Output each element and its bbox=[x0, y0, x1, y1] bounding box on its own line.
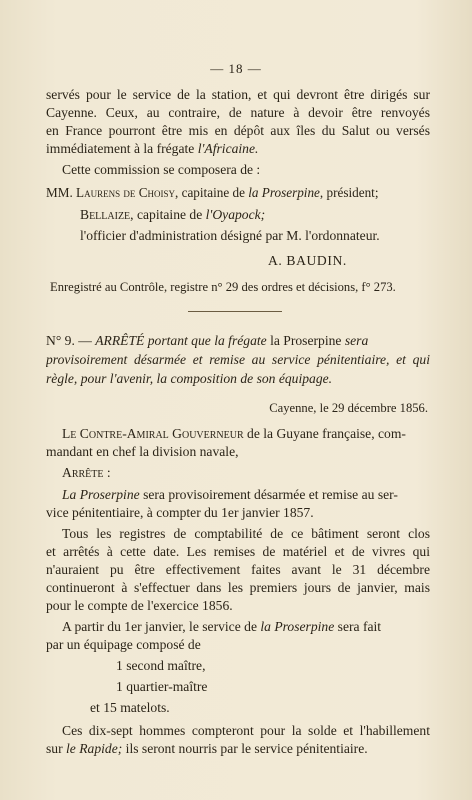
commission-line: Cette commission se composera de : bbox=[62, 162, 261, 177]
article3-line1-text: A partir du 1er janvier, le service de bbox=[62, 619, 261, 634]
article4-line2 bbox=[46, 740, 430, 758]
article1-ship: La Proserpine bbox=[62, 487, 140, 502]
registry-line: Enregistré au Contrôle, registre n° 29 des ordres et décisions, f° 273. bbox=[50, 280, 396, 294]
article2-line1: Tous les registres de comptabilité de ce bâtiment seront clos bbox=[62, 526, 430, 541]
arrete-header-line3: règle, pour l'avenir, la composition de son équipage. bbox=[46, 371, 333, 386]
member-1-ship: la Proserpine bbox=[248, 185, 320, 200]
article3-ship: la Proserpine bbox=[260, 619, 335, 634]
article3-line1 bbox=[62, 618, 430, 636]
article2-line2: et arrêtés à cette date. Les remises de matériel et de vivres qui bbox=[46, 544, 430, 559]
governor-line1 bbox=[62, 425, 430, 443]
member-1-role: , capitaine de bbox=[175, 185, 249, 200]
member-1 bbox=[46, 184, 430, 202]
crew-item-1: 1 second maître, bbox=[116, 658, 206, 673]
para1-line2: Cayenne. Ceux, au contraire, de nature à devoir être renvoyés bbox=[46, 105, 430, 120]
crew-item-2: 1 quartier-maître bbox=[116, 679, 208, 694]
ship-africaine: l'Africaine. bbox=[197, 141, 259, 156]
member-2-ship: l'Oyapock; bbox=[205, 207, 266, 222]
arrete-header-ship: la Proserpine bbox=[270, 333, 342, 348]
article2-line5: pour le compte de l'exercice 1856. bbox=[46, 598, 233, 613]
crew-item-3: et 15 matelots. bbox=[90, 700, 170, 715]
arrete-header-line1 bbox=[46, 332, 430, 350]
article1-line1-rest: sera provisoirement désarmée et remise au ser- bbox=[139, 487, 398, 502]
para1-line3: en France pourront être mis en dépôt aux îles du Salut ou versés bbox=[46, 123, 430, 138]
article2-line3: n'auraient pu être effectivement faites avant le 31 décembre bbox=[46, 562, 430, 577]
article4-line2-end: ils seront nourris par le service pénitentiaire. bbox=[122, 741, 368, 756]
signature: A. BAUDIN. bbox=[268, 253, 347, 268]
section-divider bbox=[188, 311, 282, 312]
arrete-header-line2: provisoirement désarmée et remise au service pénitentiaire, et qui bbox=[46, 352, 430, 367]
article3-line2: par un équipage composé de bbox=[46, 637, 201, 652]
member-2-name: Bellaize bbox=[80, 207, 131, 222]
member-3: l'officier d'administration désigné par M. l'ordonnateur. bbox=[80, 228, 380, 243]
governor-line2: mandant en chef la division navale, bbox=[46, 444, 239, 459]
article3-line1-end: sera fait bbox=[334, 619, 382, 634]
arrete-header-text: portant que la frégate bbox=[144, 333, 271, 348]
arrete-header-end: sera bbox=[341, 333, 369, 348]
para1-line4 bbox=[46, 140, 430, 158]
member-2 bbox=[80, 206, 430, 224]
governor-line1-rest: de la Guyane française, com- bbox=[243, 426, 406, 441]
page-number: — 18 — bbox=[210, 61, 262, 76]
article2-line4: continueront à s'effectuer dans les premiers jours de janvier, mais bbox=[46, 580, 430, 595]
para1-line4-text: immédiatement à la frégate bbox=[46, 141, 198, 156]
mm-label: MM. bbox=[46, 185, 77, 200]
member-2-role: , capitaine de bbox=[130, 207, 206, 222]
arrete-number: N° 9. — bbox=[46, 333, 96, 348]
arrete-label: Arrête : bbox=[62, 465, 111, 480]
article4-line1: Ces dix-sept hommes compteront pour la solde et l'habillement bbox=[62, 723, 430, 738]
article4-line2-text: sur bbox=[46, 741, 67, 756]
para1-line1: servés pour le service de la station, et qui devront être dirigés sur bbox=[46, 87, 430, 102]
member-1-name: Laurens de Choisy bbox=[76, 185, 175, 200]
governor-title: Le Contre-Amiral Gouverneur bbox=[62, 426, 244, 441]
article4-ship: le Rapide; bbox=[66, 741, 123, 756]
dateline: Cayenne, le 29 décembre 1856. bbox=[269, 401, 428, 415]
article1-line1 bbox=[62, 486, 430, 504]
member-1-end: , président; bbox=[319, 185, 379, 200]
article1-line2: vice pénitentiaire, à compter du 1er janvier 1857. bbox=[46, 505, 314, 520]
arrete-word: ARRÊTÉ bbox=[95, 333, 145, 348]
